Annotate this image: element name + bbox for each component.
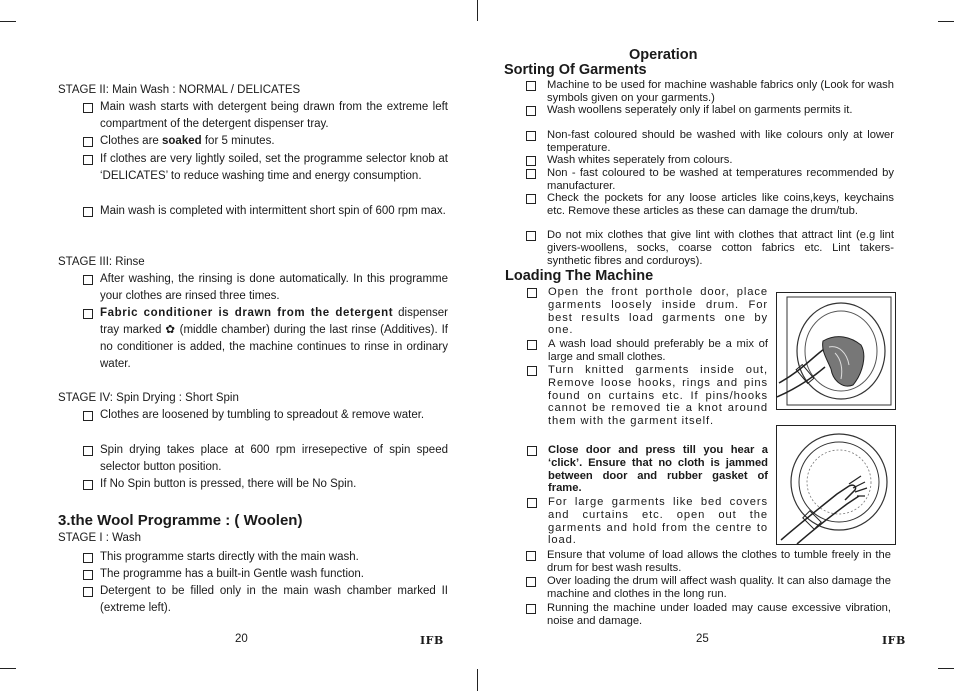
checkbox-bullet-icon — [527, 366, 537, 376]
list-item: Open the front porthole door, place garments loosely inside drum. For best results load garments one by one. — [548, 286, 768, 337]
list-item: Wash woollens seperately only if label on garments permits it. — [547, 104, 894, 117]
page-number: 25 — [696, 633, 709, 645]
page-number: 20 — [235, 633, 248, 645]
checkbox-bullet-icon — [526, 156, 536, 166]
list-item: Spin drying takes place at 600 rpm irresepective of spin speed selector button position. — [100, 442, 448, 476]
list-item: Turn knitted garments inside out, Remove loose hooks, rings and pins found on curtains etc. If pins/hooks cannot be removed tie a knot around them with the garment itself. — [548, 364, 768, 428]
checkbox-bullet-icon — [526, 169, 536, 179]
loading-garments-illustration — [776, 292, 896, 410]
checkbox-bullet-icon — [527, 288, 537, 298]
list-item: After washing, the rinsing is done automatically. In this programme your clothes are rinsed three times. — [100, 271, 448, 305]
checkbox-bullet-icon — [526, 81, 536, 91]
fabric-conditioner-bold: Fabric conditioner is drawn from the detergent — [100, 307, 394, 319]
checkbox-bullet-icon — [526, 231, 536, 241]
soaked-bold: soaked — [162, 135, 202, 147]
list-item: If No Spin button is pressed, there will be No Spin. — [100, 476, 448, 493]
stage-1-title: STAGE I : Wash — [58, 532, 142, 544]
checkbox-bullet-icon — [83, 137, 93, 147]
checkbox-bullet-icon — [83, 411, 93, 421]
ifb-logo: IFB — [420, 634, 444, 647]
stage-4-title: STAGE IV: Spin Drying : Short Spin — [58, 392, 239, 404]
stage-3-title: STAGE III: Rinse — [58, 256, 145, 268]
checkbox-bullet-icon — [527, 446, 537, 456]
checkbox-bullet-icon — [83, 207, 93, 217]
porthole-hand-icon — [777, 293, 895, 409]
checkbox-bullet-icon — [83, 103, 93, 113]
list-item: Wash whites seperately from colours. — [547, 154, 894, 167]
list-item: Do not mix clothes that give lint with clothes that attract lint (e.g lint givers-woollens, socks, coarse cotton fabrics etc. Lint takers- synthetic fibres and corduroys). — [547, 229, 894, 267]
checkbox-bullet-icon — [83, 553, 93, 563]
checkbox-bullet-icon — [526, 604, 536, 614]
closing-door-illustration — [776, 425, 896, 545]
checkbox-bullet-icon — [83, 587, 93, 597]
checkbox-bullet-icon — [83, 309, 93, 319]
list-item: Ensure that volume of load allows the clothes to tumble freely in the drum for best wash results. — [547, 549, 891, 575]
list-item: This programme starts directly with the main wash. — [100, 549, 448, 566]
list-item: For large garments like bed covers and curtains etc. open out the garments and hold from the centre to load. — [548, 496, 768, 547]
checkbox-bullet-icon — [526, 194, 536, 204]
checkbox-bullet-icon — [526, 577, 536, 587]
list-item: Clothes are loosened by tumbling to spreadout & remove water. — [100, 407, 448, 424]
list-item: Over loading the drum will affect wash quality. It can also damage the machine and clothes in the long run. — [547, 575, 891, 601]
wool-programme-heading: 3.the Wool Programme : ( Woolen) — [58, 512, 303, 529]
list-item: Close door and press till you hear a ‘click’. Ensure that no cloth is jammed between door and rubber gasket of frame. — [548, 444, 768, 495]
list-item: Detergent to be filled only in the main wash chamber marked II (extreme left). — [100, 583, 448, 617]
close-door-hand-icon — [777, 426, 895, 544]
list-item: Non-fast coloured should be washed with like colours only at lower temperature. — [547, 129, 894, 155]
list-item: Running the machine under loaded may cause excessive vibration, noise and damage. — [547, 602, 891, 628]
checkbox-bullet-icon — [83, 480, 93, 490]
list-item: Check the pockets for any loose articles like coins,keys, keychains etc. Remove these articles as these can damage the drum/tub. — [547, 192, 894, 218]
ifb-logo: IFB — [882, 634, 906, 647]
checkbox-bullet-icon — [526, 551, 536, 561]
list-item: A wash load should preferably be a mix of large and small clothes. — [548, 338, 768, 364]
right-page — [477, 0, 954, 691]
additive-symbol-icon: ✿ — [165, 324, 176, 336]
list-item: Main wash is completed with intermittent short spin of 600 rpm max. — [100, 203, 448, 220]
checkbox-bullet-icon — [83, 570, 93, 580]
operation-heading: Operation — [629, 47, 698, 63]
checkbox-bullet-icon — [526, 131, 536, 141]
sorting-heading: Sorting Of Garments — [504, 62, 647, 78]
checkbox-bullet-icon — [527, 498, 537, 508]
checkbox-bullet-icon — [83, 155, 93, 165]
checkbox-bullet-icon — [83, 446, 93, 456]
checkbox-bullet-icon — [83, 275, 93, 285]
loading-heading: Loading The Machine — [505, 268, 654, 284]
list-item: Fabric conditioner is drawn from the detergent dispenser tray marked ✿ (middle chamber) during the last rinse (Additives). If no conditioner is added, the machine continues to rinse in ordinary water. — [100, 305, 448, 373]
list-item: Machine to be used for machine washable fabrics only (Look for wash symbols given on your garments.) — [547, 79, 894, 105]
checkbox-bullet-icon — [526, 106, 536, 116]
list-item: The programme has a built-in Gentle wash function. — [100, 566, 448, 583]
list-item: Main wash starts with detergent being drawn from the extreme left compartment of the detergent dispenser tray. — [100, 99, 448, 133]
list-item: Clothes are soaked for 5 minutes. — [100, 133, 448, 150]
checkbox-bullet-icon — [527, 340, 537, 350]
stage-2-title: STAGE II: Main Wash : NORMAL / DELICATES — [58, 84, 301, 96]
list-item: If clothes are very lightly soiled, set the programme selector knob at ‘DELICATES’ to reduce washing time and energy consumption. — [100, 151, 448, 185]
list-item: Non - fast coloured to be washed at temperatures recommended by manufacturer. — [547, 167, 894, 193]
